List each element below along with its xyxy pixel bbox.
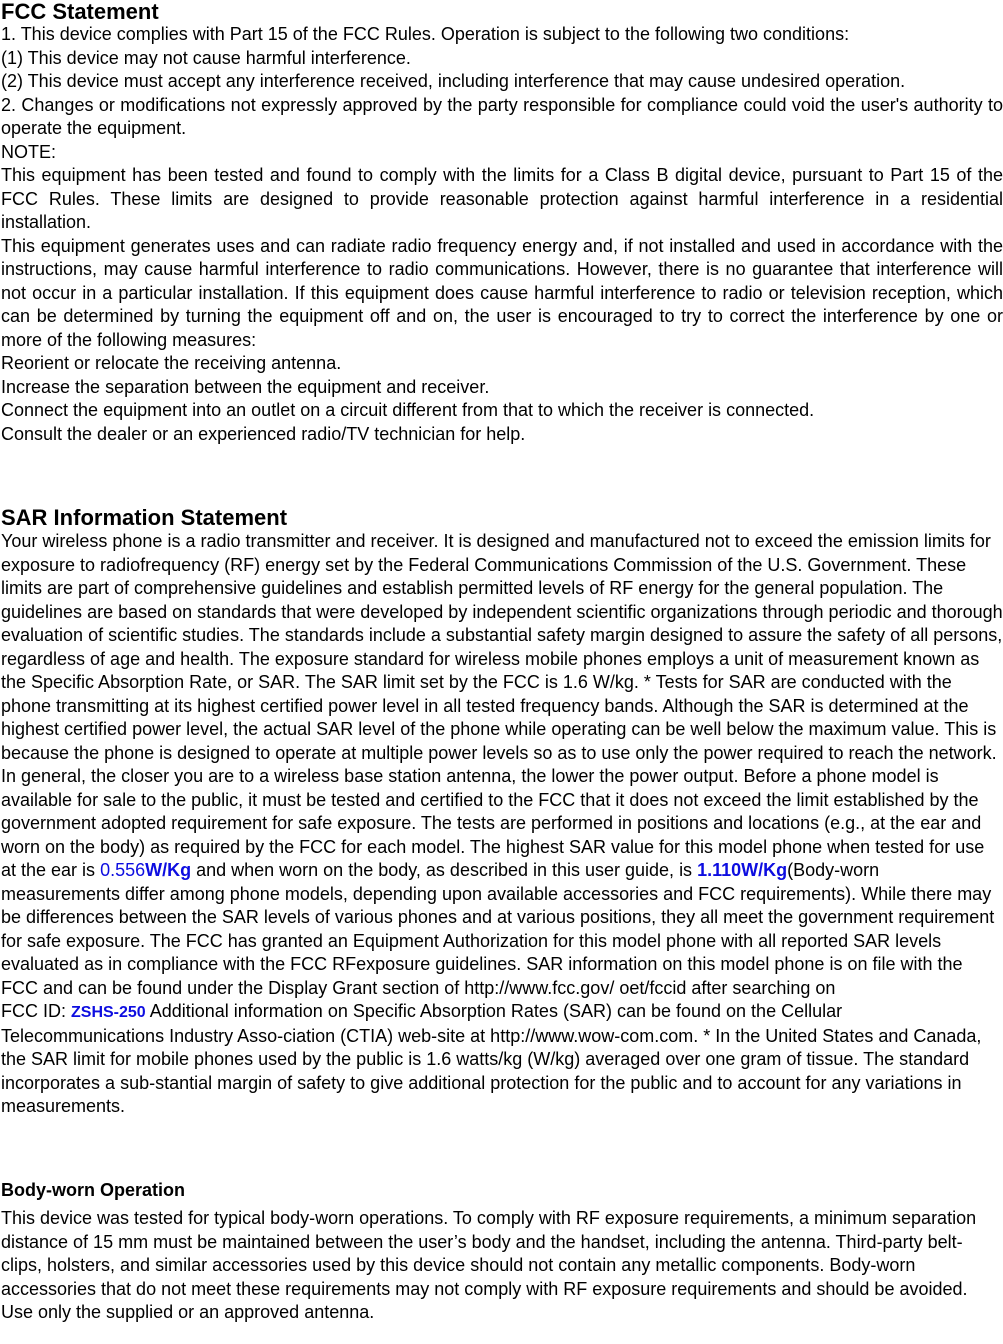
sar-ear-value: 0.556 [100,860,146,880]
sar-statement-body [1,530,1003,1119]
sar-text-4: Additional information on Specific Absorption Rates (SAR) can be found on the Cellular Telecommunications Industry Asso-ciation (CTIA) web-site at http://www.wow-com.com. * In the United States and Canada, the SAR limit for mobile phones used by the public is 1.6 watts/kg (W/kg) averaged over one gram of tissue. The standard incorporates a sub-stantial margin of safety to give additional protection for the public and to account for any variations in measurements. [1,1001,982,1116]
fcc-id-value: ZSHS-250 [71,1004,146,1021]
fcc-line: This equipment generates uses and can radiate radio frequency energy and, if not installed and used in accordance with the instructions, may cause harmful interference to radio communications. However, there is no guarantee that interference will not occur in a particular installation. If this equipment does cause harmful interference to radio or television reception, which can be determined by turning the equipment off and on, the user is encouraged to try to correct the interference by one or more of the following measures: [1,235,1003,350]
fcc-id-label: FCC ID: [1,1001,71,1021]
sar-text-2: and when worn on the body, as described in this user guide, is [191,860,698,880]
body-worn-body [1,1207,1003,1325]
fcc-line: (1) This device may not cause harmful interference. [1,47,411,68]
body-worn-text: This device was tested for typical body-worn operations. To comply with RF exposure requirements, a minimum separation distance of 15 mm must be maintained between the user’s body and the handset, including the antenna. Third-party belt-clips, holsters, and similar accessories used by this device should not contain any metallic components. Body-worn accessories that do not meet these requirements may not comply with RF exposure requirements and should be avoided. Use only the supplied or an approved antenna. [1,1208,977,1322]
fcc-line: Reorient or relocate the receiving antenna. [1,353,342,373]
sar-text-1: Your wireless phone is a radio transmitter and receiver. It is designed and manufactured not to exceed the emission limits for exposure to radiofrequency (RF) energy set by the Federal Communications Commission of the U.S. Government. These limits are part of comprehensive guidelines and establish permitted levels of RF energy for the general population. The guidelines are based on standards that were developed by independent scientific organizations through periodic and thorough evaluation of scientific studies. The standards include a substantial safety margin designed to assure the safety of all persons, regardless of age and health. The exposure standard for wireless mobile phones employs a unit of measurement known as the Specific Absorption Rate, or SAR. The SAR limit set by the FCC is 1.6 W/kg. * Tests for SAR are conducted with the phone transmitting at its highest certified power level in all tested frequency bands. Although the SAR is determined at the highest certified power level, the actual SAR level of the phone while operating can be well below the maximum value. This is because the phone is designed to operate at multiple power levels so as to use only the power required to reach the network. In general, the closer you are to a wireless base station antenna, the lower the power output. Before a phone model is available for sale to the public, it must be tested and certified to the FCC that it does not exceed the limit established by the government adopted requirement for safe exposure. The tests are performed in positions and locations (e.g., at the ear and worn on the body) as required by the FCC for each model. The highest SAR value for this model phone when tested for use at the ear is [1,531,1003,880]
fcc-line: (2) This device must accept any interference received, including interference that may cause undesired operation. [1,71,906,91]
body-worn-heading: Body-worn Operation [1,1180,185,1200]
fcc-statement-heading: FCC Statement [1,0,159,24]
sar-ear-unit: W/Kg [145,860,192,880]
fcc-line: 2. Changes or modifications not expressly approved by the party responsible for compliance could void the user's authority to operate the equipment. [1,94,1003,138]
sar-statement-heading: SAR Information Statement [1,505,288,530]
sar-text-3: (Body-worn measurements differ among phone models, depending upon available accessories and FCC requirements). While there may be differences between the SAR levels of various phones and at various positions, they all meet the government requirement for safe exposure. The FCC has granted an Equipment Authorization for this model phone with all reported SAR levels evaluated as in compliance with the FCC RFexposure guidelines. SAR information on this model phone is on file with the FCC and can be found under the Display Grant section of http://www.fcc.gov/ oet/fccid after searching on [1,860,995,998]
fcc-line: 1. This device complies with Part 15 of the FCC Rules. Operation is subject to the following two conditions: [1,24,850,44]
sar-paragraph [1,530,1003,1119]
fcc-statement-body [1,23,1003,446]
fcc-line: This equipment has been tested and found to comply with the limits for a Class B digital device, pursuant to Part 15 of the FCC Rules. These limits are designed to provide reasonable protection against harmful interference in a residential installation. [1,165,1003,232]
sar-body-value: 1.110W/Kg [697,860,788,880]
fcc-line: Consult the dealer or an experienced radio/TV technician for help. [1,423,526,444]
fcc-line: Increase the separation between the equipment and receiver. [1,376,490,397]
fcc-line: NOTE: [1,141,57,162]
fcc-line: Connect the equipment into an outlet on a circuit different from that to which the receiver is connected. [1,400,815,420]
